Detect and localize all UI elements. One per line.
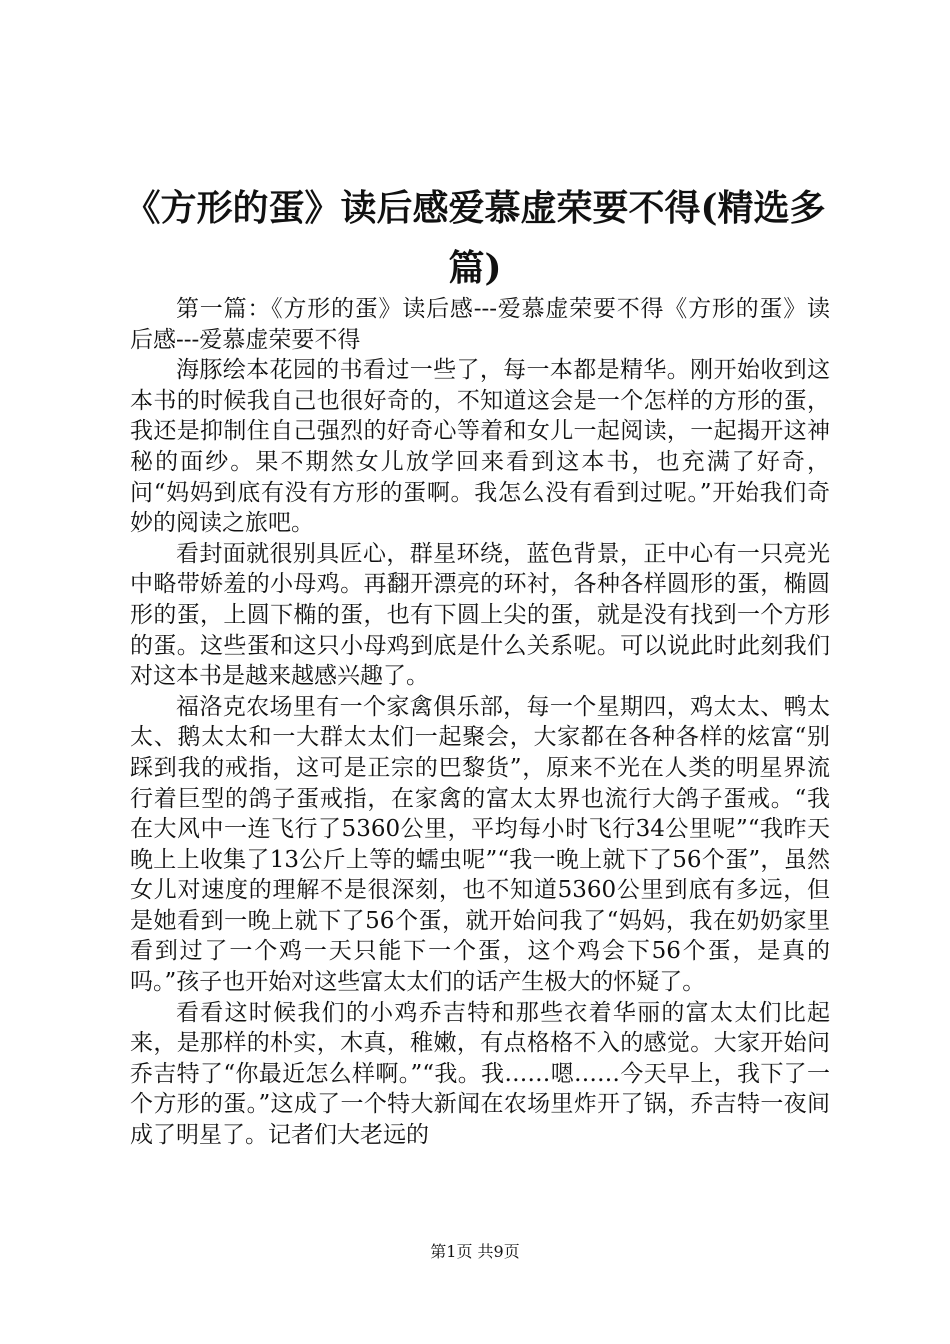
page-footer: 第1页 共9页 bbox=[430, 1242, 520, 1261]
paragraph-4: 福洛克农场里有一个家禽俱乐部，每一个星期四，鸡太太、鸭太太、鹅太太和一大群太太们一起聚会，大家都在各种各样的炫富“别踩到我的戒指，这可是正宗的巴黎货”，原来不光在人类的明星界流行着巨型的鸽子蛋戒指，在家禽的富太太界也流行大鸽子蛋戒。“我在大风中一连飞行了5360公里，平均每小时飞行34公里呢”“我昨天晚上上收集了13公斤上等的蠕虫呢”“我一晚上就下了56个蛋”，虽然女儿对速度的理解不是很深刻，也不知道5360公里到底有多远，但是她看到一晚上就下了56个蛋，就开始问我了“妈妈，我在奶奶家里看到过了一个鸡一天只能下一个蛋，这个鸡会下56个蛋，是真的吗。”孩子也开始对这些富太太们的话产生极大的怀疑了。 bbox=[130, 693, 830, 996]
document-title: 《方形的蛋》读后感爱慕虚荣要不得(精选多篇) bbox=[124, 187, 826, 289]
paragraph-5: 看看这时候我们的小鸡乔吉特和那些衣着华丽的富太太们比起来，是那样的朴实，木真，稚嫩，有点格格不入的感觉。大家开始问乔吉特了“你最近怎么样啊。”“我。我……嗯……今天早上，我下了一个方形的蛋。”这成了一个特大新闻在农场里炸开了锅，乔吉特一夜间成了明星了。记者们大老远的 bbox=[130, 999, 830, 1149]
paragraph-1: 第一篇：《方形的蛋》读后感---爱慕虚荣要不得《方形的蛋》读后感---爱慕虚荣要不得 bbox=[130, 296, 830, 353]
paragraph-2: 海豚绘本花园的书看过一些了，每一本都是精华。刚开始收到这本书的时候我自己也很好奇的，不知道这会是一个怎样的方形的蛋，我还是抑制住自己强烈的好奇心等着和女儿一起阅读，一起揭开这神秘的面纱。果不期然女儿放学回来看到这本书，也充满了好奇，问“妈妈到底有没有方形的蛋啊。我怎么没有看到过呢。”开始我们奇妙的阅读之旅吧。 bbox=[130, 357, 830, 537]
document-body bbox=[130, 294, 830, 1151]
paragraph-3: 看封面就很别具匠心，群星环绕，蓝色背景，正中心有一只亮光中略带娇羞的小母鸡。再翻开漂亮的环衬，各种各样圆形的蛋，椭圆形的蛋，上圆下椭的蛋，也有下圆上尖的蛋，就是没有找到一个方形的蛋。这些蛋和这只小母鸡到底是什么关系呢。可以说此时此刻我们对这本书是越来越感兴趣了。 bbox=[130, 540, 830, 690]
